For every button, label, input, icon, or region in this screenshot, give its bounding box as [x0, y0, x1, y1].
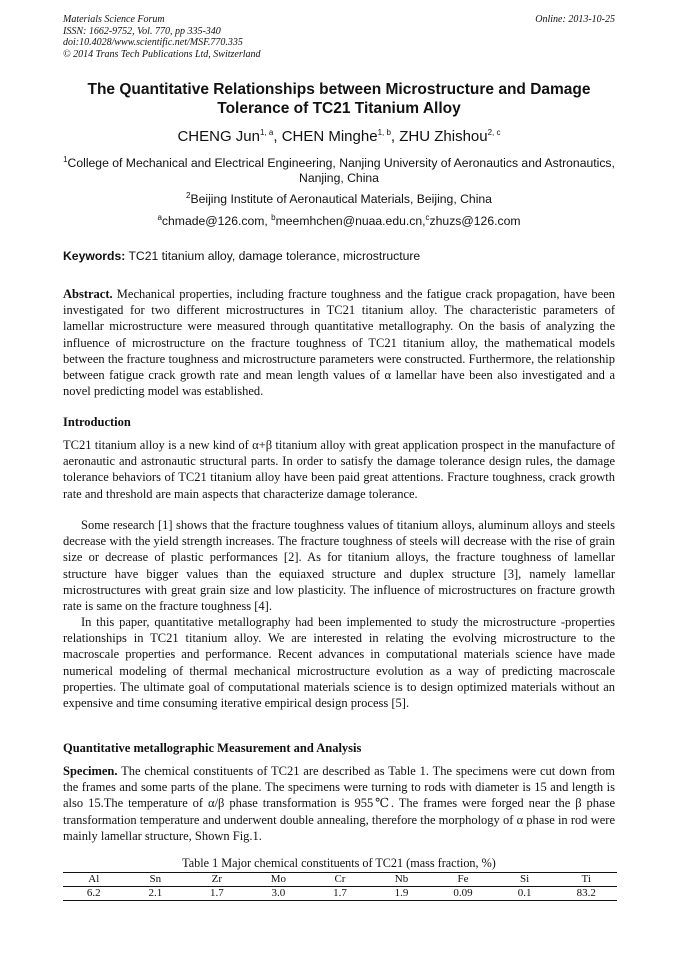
keywords-label: Keywords: — [63, 249, 126, 263]
affiliation-sup: 2 — [186, 190, 191, 200]
table-caption: Table 1 Major chemical constituents of TC21 (mass fraction, %) — [182, 856, 496, 870]
email-list — [63, 214, 615, 229]
keywords-text: TC21 titanium alloy, damage tolerance, microstructure — [125, 249, 421, 263]
author-name: CHENG Jun — [177, 128, 260, 145]
chemical-constituents-table — [63, 872, 617, 901]
author-name: ZHU Zhishou — [399, 128, 488, 145]
paragraph: TC21 titanium alloy is a new kind of α+β titanium alloy with great application prospect in the manufacture of aeronautic and astronautic structural parts. In order to satisfy the damage tolerance design rules, the damage tolerance behaviors of TC21 titanium alloy have been paid great attentions. Fracture toughness, crack growth rate and threshold are main aspects that characterize damage tolerance. — [63, 438, 615, 501]
table-cell: 1.7 — [333, 887, 347, 899]
keywords — [63, 249, 615, 263]
table-cell: 0.09 — [453, 887, 473, 899]
affiliation-text: College of Mechanical and Electrical Engineering, Nanjing University of Aeronautics and Astronautics, Nanjing, China — [67, 156, 615, 185]
table-cell: 83.2 — [576, 887, 596, 899]
doi-line: doi:10.4028/www.scientific.net/MSF.770.335 — [63, 37, 243, 48]
table-header-cell: Ti — [581, 873, 591, 885]
table-header-cell: Al — [88, 873, 100, 885]
email-link[interactable]: meemhchen@nuaa.edu.cn, — [275, 214, 426, 228]
table-header-cell: Fe — [457, 873, 469, 885]
affiliation-sup: 1 — [63, 154, 68, 164]
table-cell: 1.7 — [209, 887, 224, 899]
table-header-cell: Si — [520, 873, 530, 885]
table-cell: 1.9 — [394, 887, 409, 899]
table-cell: 0.1 — [517, 887, 532, 899]
email-sup: b — [271, 212, 276, 222]
paragraph: Some research [1] shows that the fracture toughness values of titanium alloys, aluminum alloys and steels decrease with the yield strength increases. The fracture toughness of steels will decrease with the rise of grain size or decrease of plastic performances [2]. As for titanium alloys, the fracture toughness of lamellar structure have bigger values than the equiaxed structure and duplex structure [3], namely lamellar microstructures with great grain size and low plasticity. The influence of microstructures on fracture growth rate is same on the fracture toughness [4]. — [63, 518, 615, 614]
table-header-cell: Cr — [334, 873, 346, 885]
email-sup: a — [157, 212, 162, 222]
table-cell: 2.1 — [148, 887, 163, 899]
journal-header — [63, 14, 615, 60]
table-header-row — [63, 873, 617, 887]
email-link[interactable]: chmade@126.com, — [161, 214, 272, 228]
email-sup: c — [425, 212, 430, 222]
affiliation-text: Beijing Institute of Aeronautical Materials, Beijing, China — [190, 192, 492, 206]
table-cell: 6.2 — [86, 887, 101, 899]
affiliation — [63, 192, 615, 207]
author-list: CHENG Jun$^{1, a}$, CHEN Minghe$^{1, b}$, ZHU Zhishou$^{2, c}$ — [177, 128, 501, 145]
paper-title: The Quantitative Relationships between Microstructure and Damage Tolerance of TC21 Titanium Alloy — [87, 81, 591, 117]
table-cell: 3.0 — [271, 887, 286, 899]
author-name: CHEN Minghe — [281, 128, 378, 145]
paragraph-specimen — [63, 763, 615, 844]
table-header-cell: Nb — [394, 873, 409, 885]
affiliation — [63, 156, 615, 186]
specimen-text: The chemical constituents of TC21 are described as Table 1. The specimens were cut down from the frames and some parts of the plane. The specimens were turning to rods with diameter is 15 and length is also 15.The temperature of α/β phase transformation is 955℃. The frames were forged near the β phase transformation temperature and underwent double annealing, therefore the morphology of α phase in rod were mainly lamellar structure, Shown Fig.1. — [63, 764, 615, 843]
table-header-cell: Sn — [149, 873, 162, 885]
author-sup: 2, c — [487, 128, 501, 137]
issn-line: ISSN: 1662-9752, Vol. 770, pp 335-340 — [63, 25, 221, 37]
email-link[interactable]: zhuzs@126.com — [429, 214, 521, 228]
author-sup: 1, b — [377, 128, 391, 137]
paragraph: In this paper, quantitative metallography had been implemented to study the microstructure -properties relationships in TC21 titanium alloy. We are interested in relating the evolving microstructure to the macroscale properties and performance. Recent advances in computational materials science have made numerical modeling of thermal mechanical microstructure evolution as a way of predicting macroscale properties. The ultimate goal of computational materials science is to design optimized materials without an expensive and time consuming iterative empirical design process [5]. — [63, 615, 615, 711]
online-date: Online: 2013-10-25 — [535, 14, 615, 25]
abstract-label: Abstract. — [63, 287, 113, 301]
journal-name: Materials Science Forum — [63, 14, 165, 25]
specimen-label: Specimen. — [63, 764, 118, 778]
table-header-cell: Zr — [211, 873, 223, 885]
table-header-cell: Mo — [270, 873, 287, 885]
author-sup: 1, a — [260, 128, 274, 137]
copyright-line: © 2014 Trans Tech Publications Ltd, Switzerland — [63, 48, 261, 60]
abstract-text: Mechanical properties, including fracture toughness and the fatigue crack propagation, have been investigated for two different microstructures in TC21 titanium alloy. The characteristic parameters of lamellar microstructure were measured through quantitative metallography. On the basis of analyzing the influence of microstructure on the fracture toughness of TC21 titanium alloy, the mathematical models between the fracture toughness and microstructure parameters were constructed. Furthermore, the relationship between fatigue crack growth rate and mean length values of α lamellar have been also investigated and a novel predicting model was established. — [63, 287, 615, 399]
section-heading-introduction: Introduction — [63, 415, 131, 429]
table-row — [63, 887, 617, 901]
abstract — [63, 286, 615, 399]
section-heading-metallography: Quantitative metallographic Measurement and Analysis — [63, 741, 362, 755]
